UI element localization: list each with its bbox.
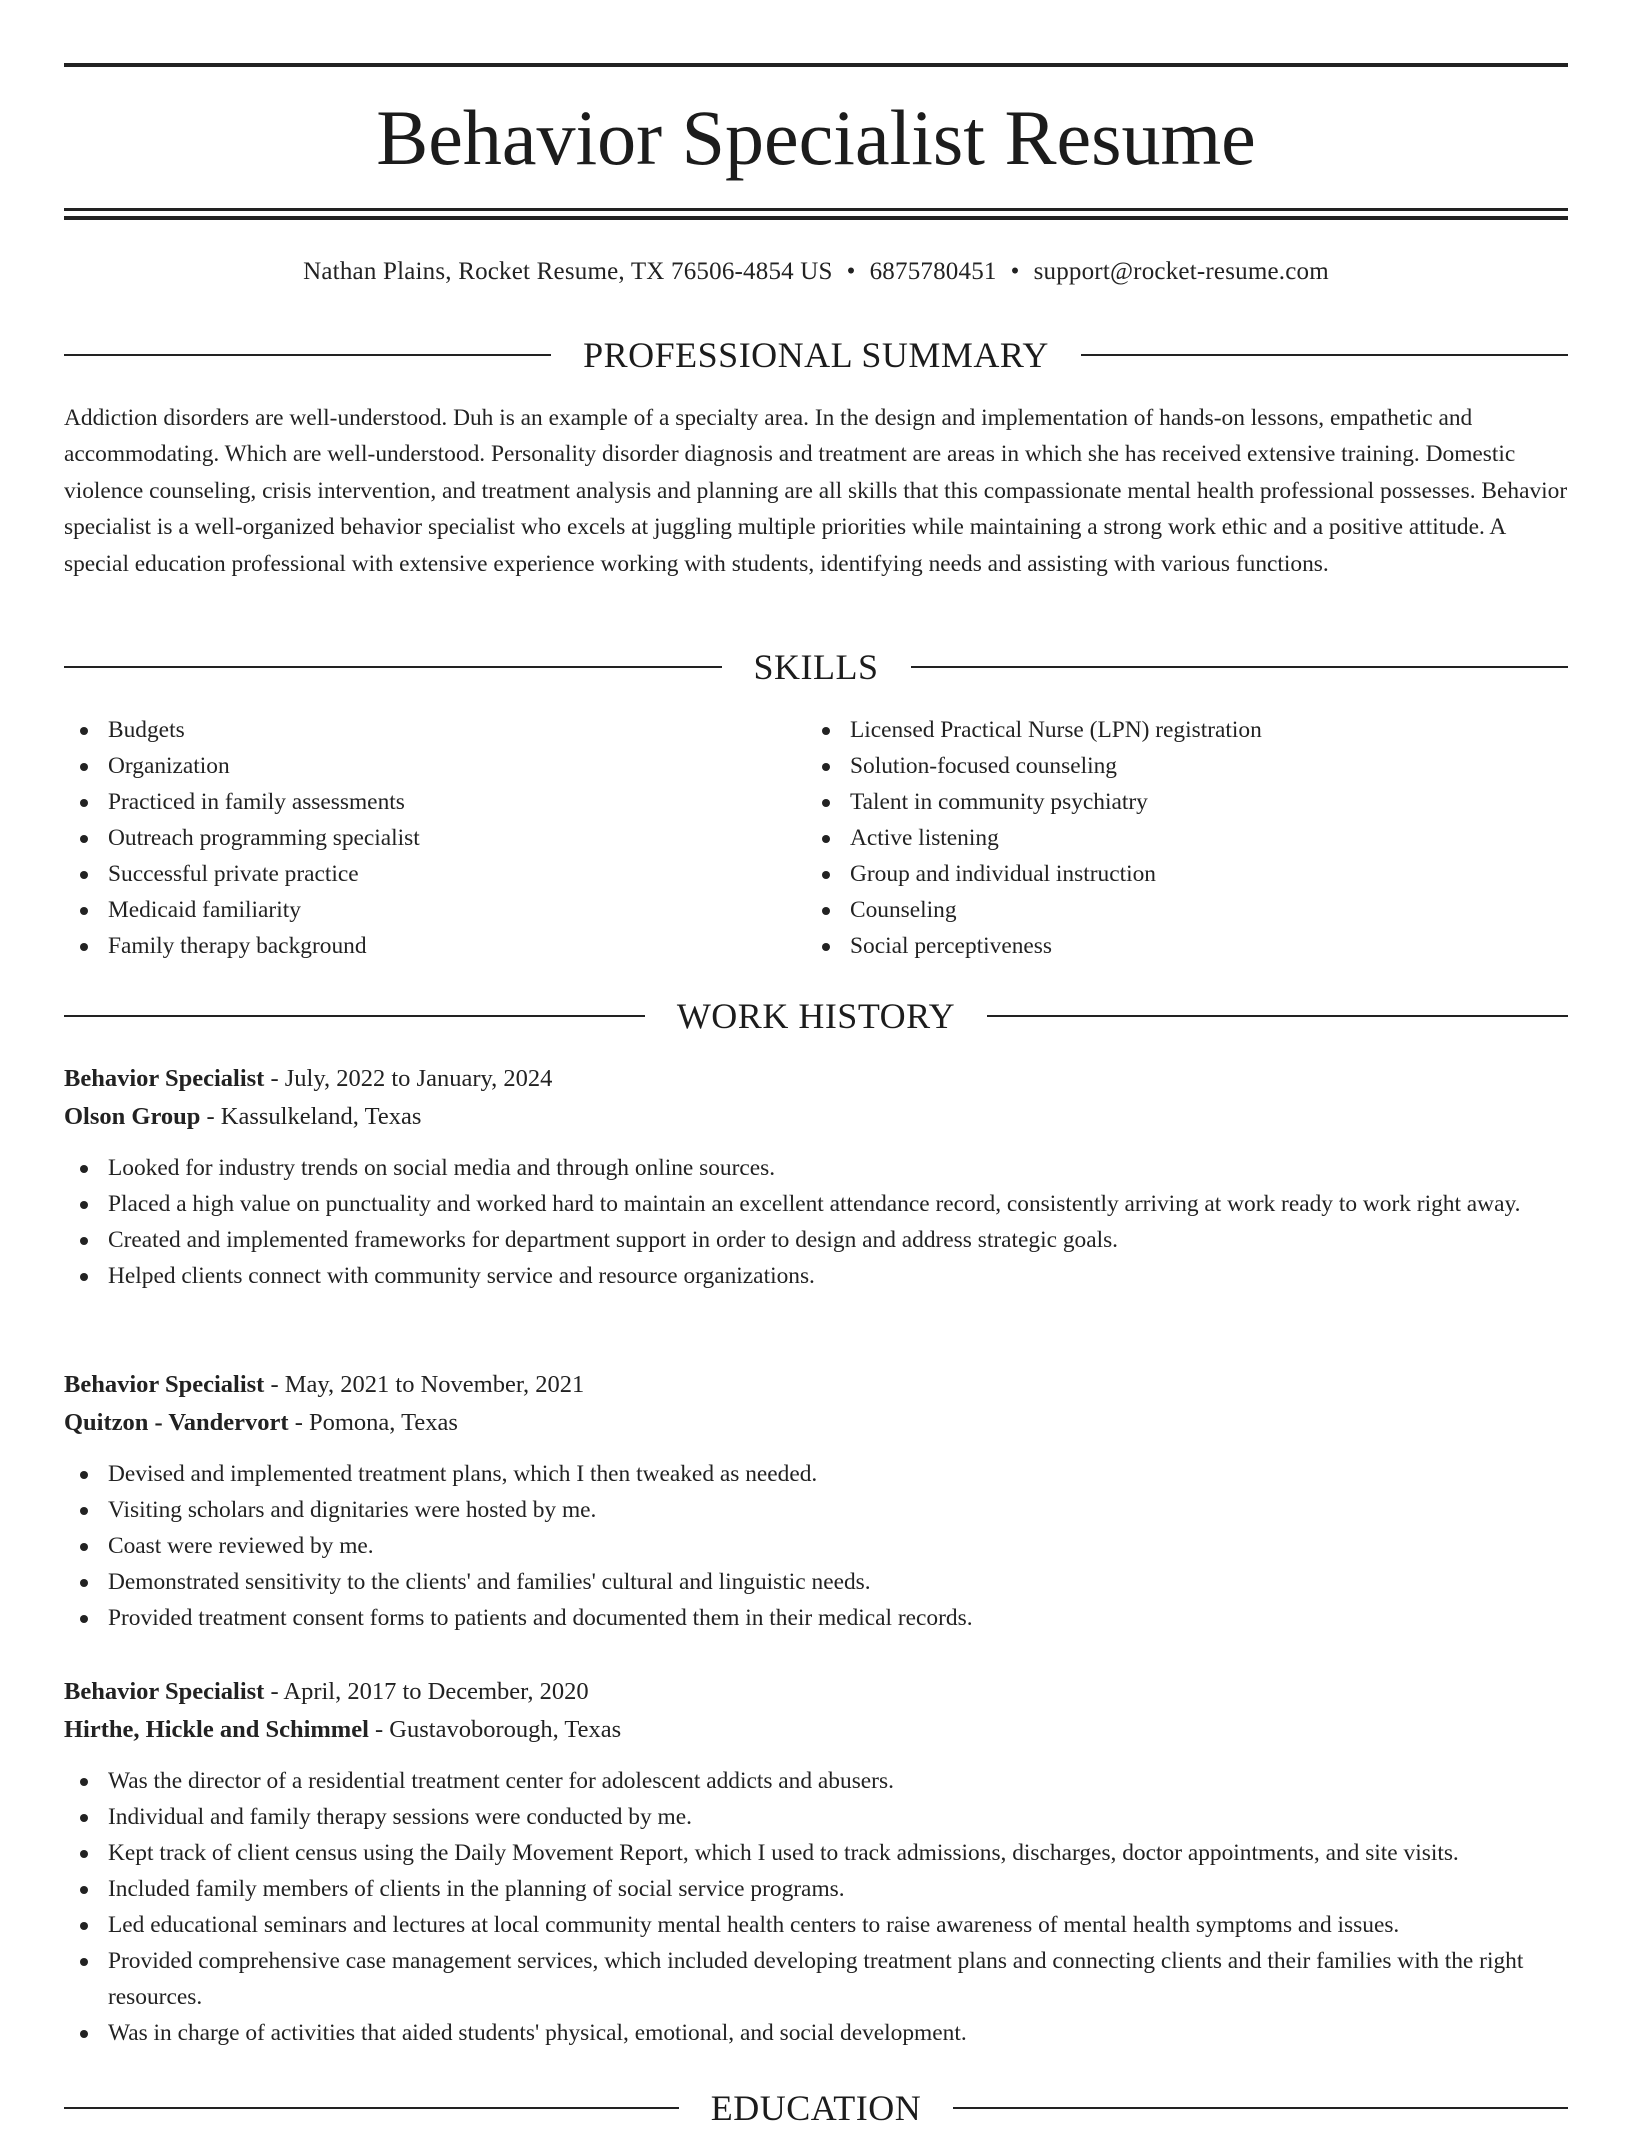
section-rule [64, 2107, 679, 2109]
job-title-line [64, 1366, 1568, 1404]
job-company: Quitzon - Vandervort [64, 1409, 289, 1436]
job-company: Olson Group [64, 1103, 201, 1130]
section-rule [953, 2107, 1568, 2109]
section-rule [987, 1015, 1568, 1017]
contact-separator: • [1010, 258, 1020, 285]
job-title-line [64, 1673, 1568, 1711]
skill-item: Counseling [806, 892, 1546, 928]
section-header-summary [64, 333, 1568, 377]
job-title-line [64, 1060, 1568, 1098]
section-header-skills [64, 645, 1568, 689]
job-company: Hirthe, Hickle and Schimmel [64, 1716, 369, 1743]
skill-item: Group and individual instruction [806, 856, 1546, 892]
job-company-line [64, 1404, 1568, 1442]
section-title-education: EDUCATION [710, 2088, 922, 2128]
skill-item: Family therapy background [64, 928, 804, 964]
job-bullet: Looked for industry trends on social media and through online sources. [64, 1150, 1568, 1186]
section-title-work: WORK HISTORY [676, 996, 956, 1036]
skill-item: Licensed Practical Nurse (LPN) registration [806, 712, 1546, 748]
job-bullet: Coast were reviewed by me. [64, 1528, 1568, 1564]
job-bullets [64, 1150, 1568, 1294]
section-header-education [64, 2086, 1568, 2130]
section-header-work [64, 994, 1568, 1038]
skill-item: Practiced in family assessments [64, 784, 804, 820]
job-title: Behavior Specialist [64, 1678, 265, 1705]
job-bullet: Included family members of clients in the planning of social service programs. [64, 1871, 1568, 1907]
skill-item: Successful private practice [64, 856, 804, 892]
skill-item: Budgets [64, 712, 804, 748]
skill-item: Organization [64, 748, 804, 784]
skill-item: Outreach programming specialist [64, 820, 804, 856]
job-entry [64, 1673, 1568, 2051]
section-title-summary: PROFESSIONAL SUMMARY [583, 335, 1049, 375]
job-location: - Pomona, Texas [288, 1409, 458, 1436]
job-bullet: Created and implemented frameworks for department support in order to design and address strategic goals. [64, 1222, 1568, 1258]
skill-item: Talent in community psychiatry [806, 784, 1546, 820]
skills-column-left [64, 712, 804, 964]
job-bullet: Demonstrated sensitivity to the clients' and families' cultural and linguistic needs. [64, 1564, 1568, 1600]
resume-title: Behavior Specialist Resume [376, 94, 1256, 181]
job-bullet: Kept track of client census using the Daily Movement Report, which I used to track admissions, discharges, doctor appointments, and site visits. [64, 1835, 1568, 1871]
job-dates: - April, 2017 to December, 2020 [264, 1678, 589, 1705]
job-bullets [64, 1763, 1568, 2051]
job-bullet: Led educational seminars and lectures at local community mental health centers to raise awareness of mental health symptoms and issues. [64, 1907, 1568, 1943]
section-rule [1081, 354, 1568, 356]
contact-line [64, 254, 1568, 290]
job-dates: - July, 2022 to January, 2024 [264, 1065, 553, 1092]
section-rule [911, 666, 1569, 668]
job-bullet: Placed a high value on punctuality and worked hard to maintain an excellent attendance record, consistently arriving at work ready to work right away. [64, 1186, 1568, 1222]
skill-item: Solution-focused counseling [806, 748, 1546, 784]
job-bullet: Was the director of a residential treatment center for adolescent addicts and abusers. [64, 1763, 1568, 1799]
job-dates: - May, 2021 to November, 2021 [264, 1371, 585, 1398]
job-company-line [64, 1098, 1568, 1136]
skill-item: Social perceptiveness [806, 928, 1546, 964]
contact-address: Nathan Plains, Rocket Resume, TX 76506-4854 US [303, 258, 833, 285]
skill-item: Medicaid familiarity [64, 892, 804, 928]
section-rule [64, 354, 551, 356]
professional-summary-text: Addiction disorders are well-understood. Duh is an example of a specialty area. In the design and implementation of hands-on lessons, empathetic and accommodating. Which are well-understood. Personality disorder diagnosis and treatment are areas in which she has received extensive training. Domestic violence counseling, crisis intervention, and treatment analysis and planning are all skills that this compassionate mental health professional possesses. Behavior specialist is a well-organized behavior specialist who excels at juggling multiple priorities while maintaining a strong work ethic and a positive attitude. A special education professional with extensive experience working with students, identifying needs and assisting with various functions. [64, 405, 1568, 577]
skill-item: Active listening [806, 820, 1546, 856]
job-company-line [64, 1711, 1568, 1749]
job-bullet: Visiting scholars and dignitaries were hosted by me. [64, 1492, 1568, 1528]
job-bullet: Individual and family therapy sessions were conducted by me. [64, 1799, 1568, 1835]
job-bullet: Was in charge of activities that aided students' physical, emotional, and social development. [64, 2015, 1568, 2051]
job-bullet: Provided treatment consent forms to patients and documented them in their medical records. [64, 1600, 1568, 1636]
skills-column-right [806, 712, 1546, 964]
section-rule [64, 1015, 645, 1017]
contact-phone: 6875780451 [869, 258, 997, 285]
job-entry [64, 1366, 1568, 1636]
job-entry [64, 1060, 1568, 1294]
section-rule [64, 666, 722, 668]
job-bullet: Provided comprehensive case management services, which included developing treatment plans and connecting clients and their families with the right resources. [64, 1943, 1568, 2015]
job-title: Behavior Specialist [64, 1371, 265, 1398]
job-title: Behavior Specialist [64, 1065, 265, 1092]
job-bullets [64, 1456, 1568, 1636]
title-double-rule [64, 208, 1568, 220]
contact-email: support@rocket-resume.com [1033, 258, 1329, 285]
job-bullet: Devised and implemented treatment plans, which I then tweaked as needed. [64, 1456, 1568, 1492]
top-rule [64, 63, 1568, 67]
section-title-skills: SKILLS [753, 647, 879, 687]
job-bullet: Helped clients connect with community service and resource organizations. [64, 1258, 1568, 1294]
job-location: - Gustavoborough, Texas [368, 1716, 622, 1743]
contact-separator: • [846, 258, 856, 285]
job-location: - Kassulkeland, Texas [200, 1103, 422, 1130]
